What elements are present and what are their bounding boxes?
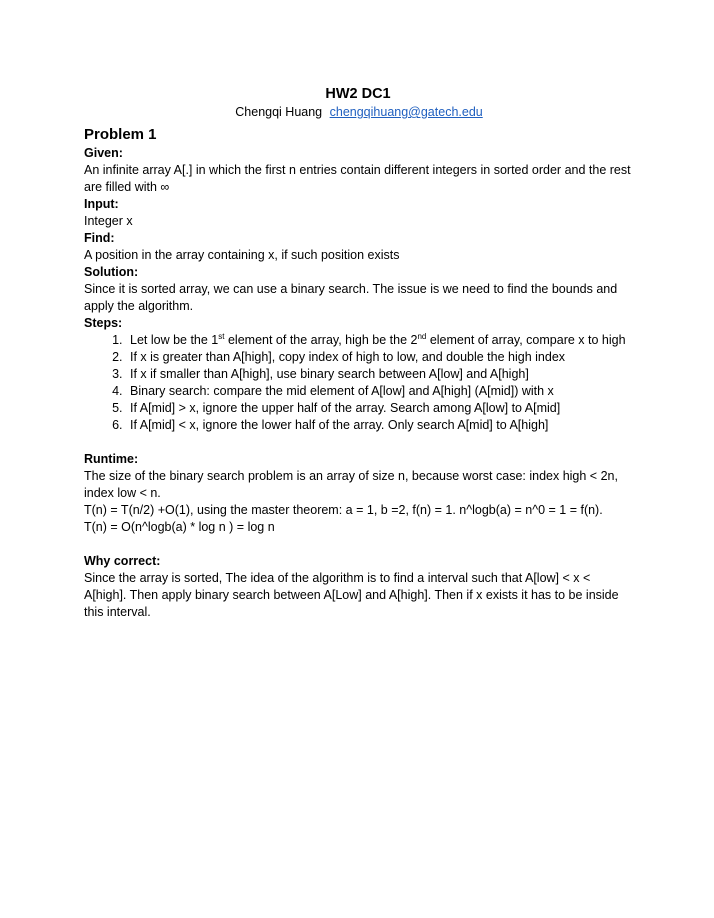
step-item: 6. If A[mid] < x, ignore the lower half of the array. Only search A[mid] to A[high]: [126, 417, 634, 434]
correct-label: Why correct:: [84, 554, 161, 568]
find-text: A position in the array containing x, if such position exists: [84, 248, 400, 262]
solution-label: Solution:: [84, 265, 139, 279]
problem-heading: Problem 1: [84, 126, 157, 143]
given-label: Given:: [84, 146, 123, 160]
section-gap: [84, 434, 634, 451]
step1-sup-nd: nd: [417, 331, 427, 341]
input-text: Integer x: [84, 214, 133, 228]
step-item: 4. Binary search: compare the mid element of A[low] and A[high] (A[mid]) with x: [126, 383, 634, 400]
step-item: 3. If x if smaller than A[high], use binary search between A[low] and A[high]: [126, 366, 634, 383]
runtime-line: T(n) = T(n/2) +O(1), using the master theorem: a = 1, b =2, f(n) = 1. n^logb(a) = n^0 = 1 = f(n).: [84, 503, 603, 517]
solution-text: Since it is sorted array, we can use a binary search. The issue is we need to find the bounds and apply the algorithm.: [84, 282, 618, 313]
correct-text: Since the array is sorted, The idea of the algorithm is to find a interval such that A[low] < x < A[high]. Then apply binary search between A[Low] and A[high]. Then if x exists it has to be inside this interval.: [84, 571, 619, 619]
document-title: HW2 DC1: [325, 86, 391, 102]
step-item: 5. If A[mid] > x, ignore the upper half of the array. Search among A[low] to A[mid]: [126, 400, 634, 417]
runtime-line: The size of the binary search problem is an array of size n, because worst case: index high < 2n, index low < n.: [84, 469, 618, 500]
step-item: 2. If x is greater than A[high], copy index of high to low, and double the high index: [126, 349, 634, 366]
section-gap: [84, 536, 634, 553]
author-name: Chengqi Huang: [235, 105, 323, 119]
input-label: Input:: [84, 197, 119, 211]
steps-label: Steps:: [84, 316, 123, 330]
author-email-link[interactable]: chengqihuang@gatech.edu: [329, 105, 483, 119]
steps-list: [84, 332, 634, 434]
step-item: [126, 332, 634, 349]
runtime-label: Runtime:: [84, 452, 139, 466]
runtime-line: T(n) = O(n^logb(a) * log n ) = log n: [84, 520, 275, 534]
document-content: [84, 84, 634, 621]
author-line: [84, 104, 634, 121]
find-label: Find:: [84, 231, 115, 245]
step1-text-c: element of array, compare x to high: [426, 333, 626, 347]
step1-text-a: Let low be the 1: [130, 333, 219, 347]
given-text: An infinite array A[.] in which the first n entries contain different integers in sorted order and the rest are filled with ∞: [84, 163, 631, 194]
step1-text-b: element of the array, high be the 2: [224, 333, 418, 347]
step1-sup-st: st: [218, 331, 225, 341]
